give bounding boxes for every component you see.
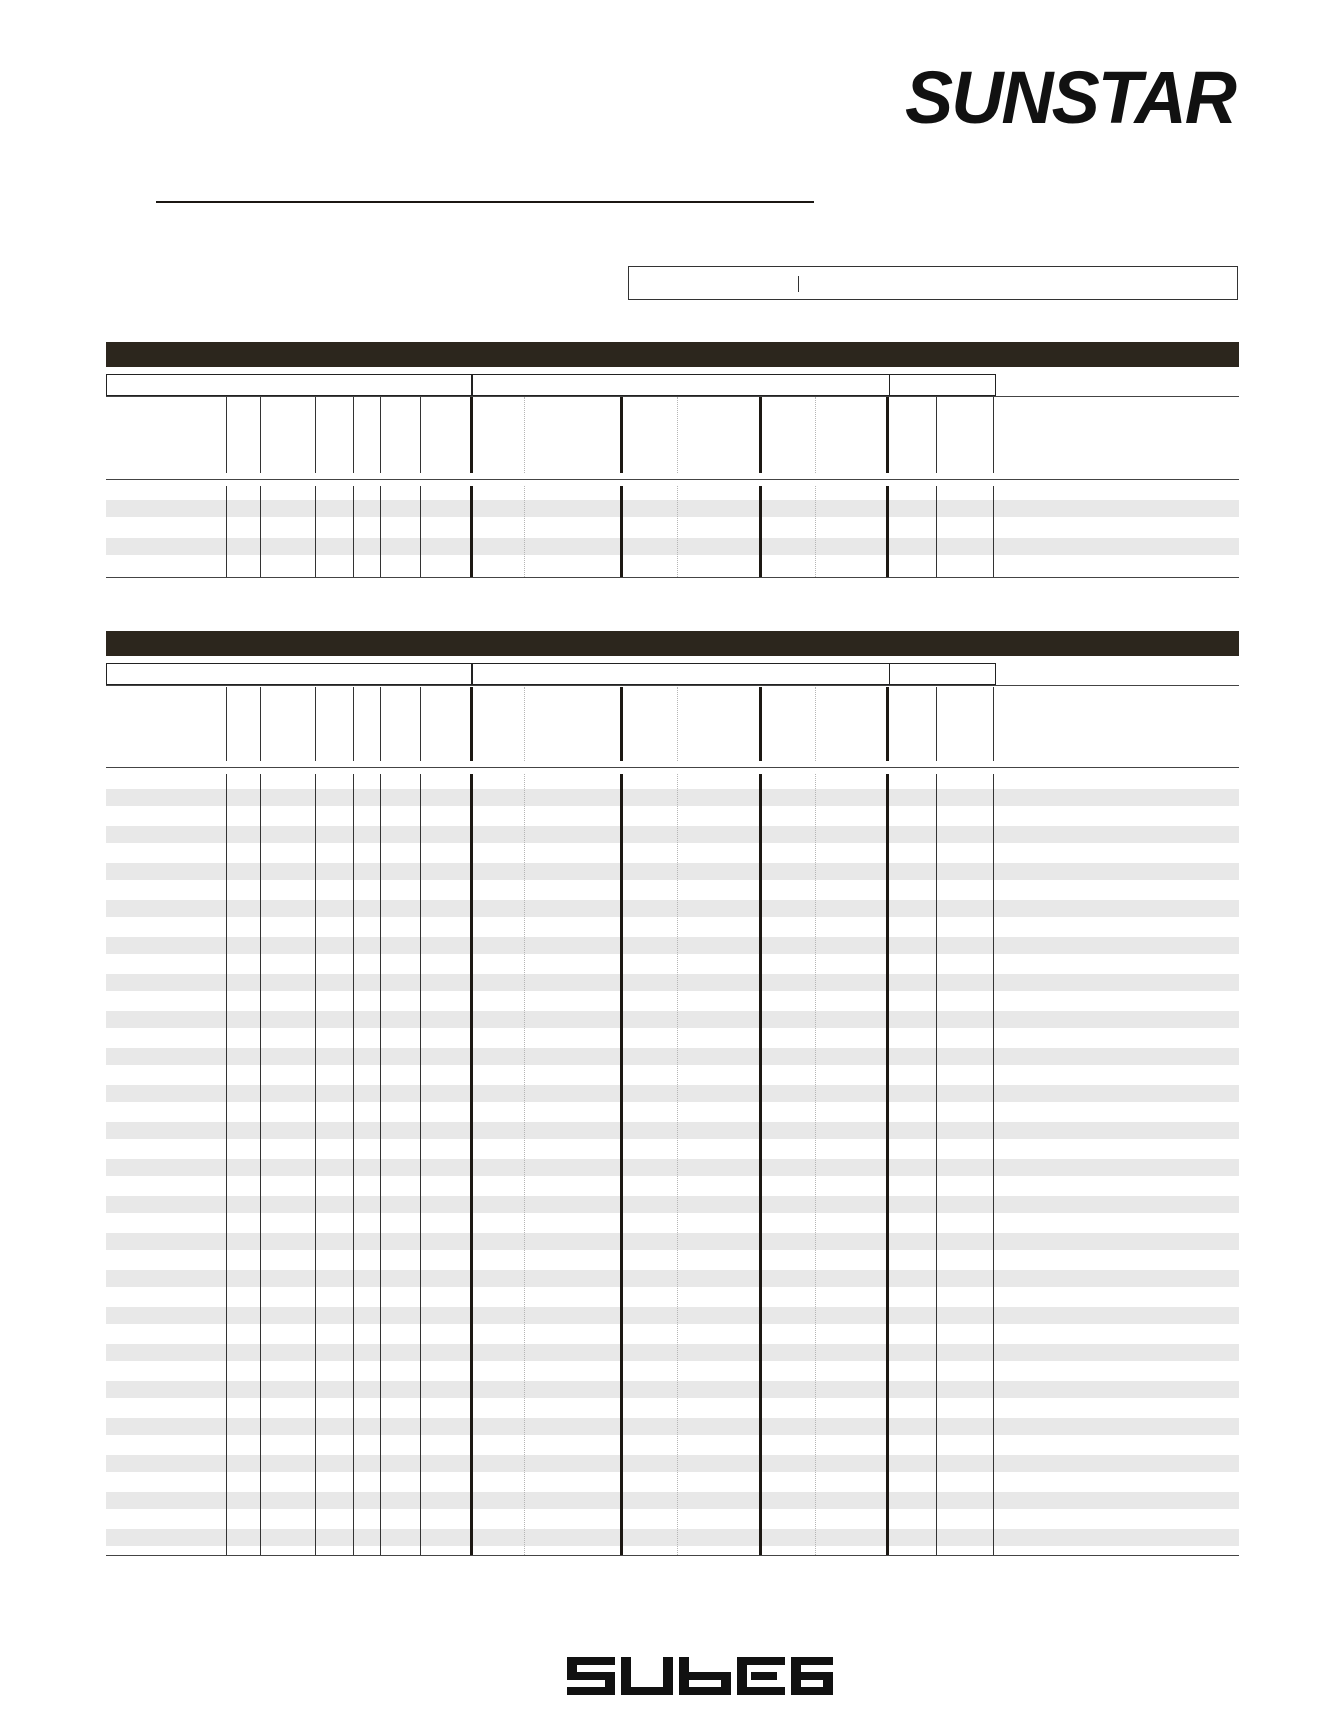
- table-row-stripe: [106, 1418, 1239, 1435]
- column-divider: [936, 687, 937, 761]
- column-divider: [315, 774, 316, 1555]
- column-dotted-divider: [677, 774, 678, 1555]
- column-divider: [420, 774, 421, 1555]
- header-top-rule: [106, 685, 1239, 686]
- table-row-stripe: [106, 1159, 1239, 1176]
- table-row-stripe: [106, 1492, 1239, 1509]
- column-group-divider: [470, 687, 473, 761]
- column-divider: [993, 774, 994, 1555]
- table-row-stripe: [106, 974, 1239, 991]
- table-row-stripe: [106, 863, 1239, 880]
- column-group-box: [889, 663, 996, 685]
- table-row-stripe: [106, 1233, 1239, 1250]
- column-divider: [420, 687, 421, 761]
- column-divider: [260, 774, 261, 1555]
- header-bottom-rule: [106, 767, 1239, 768]
- column-divider: [260, 687, 261, 761]
- column-divider: [380, 774, 381, 1555]
- table-row-stripe: [106, 1122, 1239, 1139]
- table-row-stripe: [106, 1196, 1239, 1213]
- column-group-divider: [759, 774, 762, 1555]
- table-row-stripe: [106, 937, 1239, 954]
- subeg-logo: [565, 1655, 835, 1697]
- column-group-divider: [470, 774, 473, 1555]
- column-divider: [936, 774, 937, 1555]
- column-divider: [993, 687, 994, 761]
- table-row-stripe: [106, 1011, 1239, 1028]
- column-group-divider: [759, 687, 762, 761]
- column-dotted-divider: [815, 774, 816, 1555]
- svg-text:SUNSTAR: SUNSTAR: [905, 56, 1237, 139]
- table-row-stripe: [106, 1344, 1239, 1361]
- table-row-stripe: [106, 1455, 1239, 1472]
- column-divider: [315, 687, 316, 761]
- table-row-stripe: [106, 1381, 1239, 1398]
- column-dotted-divider: [815, 687, 816, 761]
- column-divider: [353, 687, 354, 761]
- column-dotted-divider: [524, 687, 525, 761]
- column-group-divider: [886, 687, 889, 761]
- column-group-divider: [620, 774, 623, 1555]
- column-divider: [226, 774, 227, 1555]
- table-row-stripe: [106, 900, 1239, 917]
- column-group-box: [472, 663, 890, 685]
- table-bottom-rule: [106, 1555, 1239, 1556]
- table-row-stripe: [106, 826, 1239, 843]
- table-row-stripe: [106, 789, 1239, 806]
- table-row-stripe: [106, 1085, 1239, 1102]
- column-group-box: [106, 663, 472, 685]
- column-divider: [353, 774, 354, 1555]
- column-group-divider: [620, 687, 623, 761]
- table-row-stripe: [106, 1307, 1239, 1324]
- column-dotted-divider: [677, 687, 678, 761]
- table-row-stripe: [106, 1529, 1239, 1546]
- column-divider: [380, 687, 381, 761]
- column-group-divider: [886, 774, 889, 1555]
- column-dotted-divider: [524, 774, 525, 1555]
- table-row-stripe: [106, 1270, 1239, 1287]
- column-divider: [226, 687, 227, 761]
- table-row-stripe: [106, 1048, 1239, 1065]
